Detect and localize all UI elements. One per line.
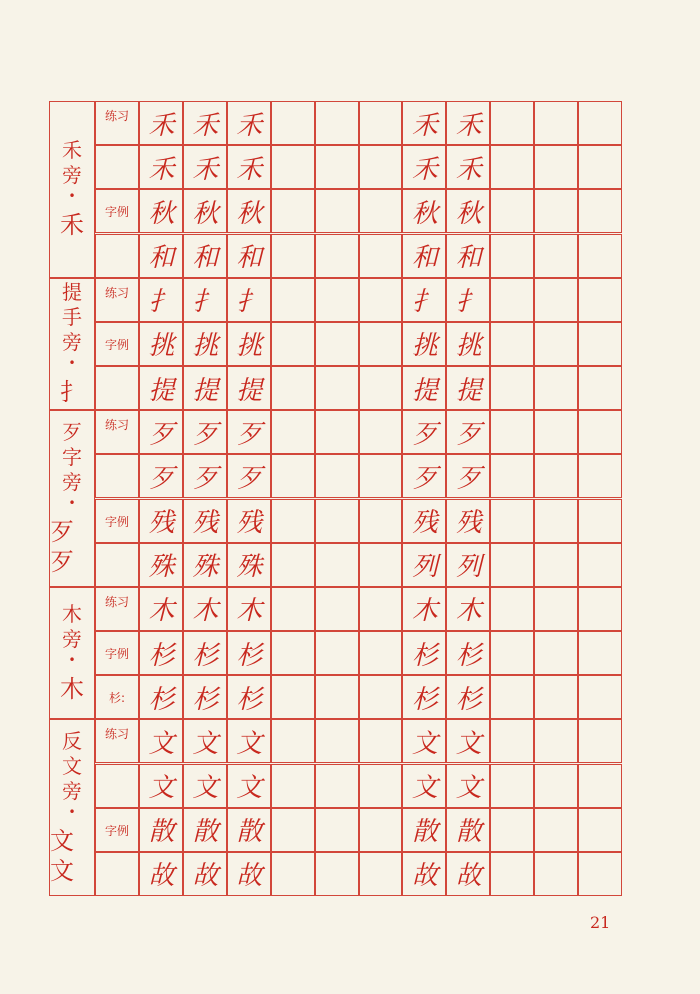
practice-character: 残 [411,508,437,539]
practice-character: 歹 [192,419,218,450]
practice-cell [534,543,578,587]
practice-character: 残 [455,508,481,539]
practice-cell [271,631,315,675]
row-tag: 字例 [104,823,129,838]
practice-character: 扌 [192,287,218,318]
practice-character: 秋 [455,198,481,229]
practice-cell [359,631,403,675]
practice-character: 禾 [192,154,218,185]
practice-cell [490,322,534,366]
practice-character: 杉 [411,640,437,671]
practice-cell [578,543,622,587]
practice-character: 故 [236,861,262,892]
row-tag: 字例 [104,337,129,352]
radical-glyph: 木 [60,675,84,704]
practice-character: 和 [192,243,218,274]
practice-cell [315,145,359,189]
practice-cell [359,587,403,631]
practice-character: 杉 [192,640,218,671]
practice-cell [359,454,403,498]
practice-character: 杉 [236,684,262,715]
practice-character: 提 [236,375,262,406]
practice-cell [315,543,359,587]
practice-cell [578,631,622,675]
practice-character: 和 [411,243,437,274]
practice-character: 秋 [236,198,262,229]
practice-cell [490,543,534,587]
row-tag: 字例 [104,205,129,220]
practice-character: 木 [148,596,174,627]
practice-cell [359,675,403,719]
practice-cell [490,719,534,763]
practice-cell [534,719,578,763]
practice-character: 散 [148,817,174,848]
practice-character: 故 [192,861,218,892]
practice-cell [490,852,534,896]
practice-cell [534,808,578,852]
practice-character: 提 [148,375,174,406]
practice-cell [578,234,622,278]
practice-cell [534,852,578,896]
practice-cell [359,543,403,587]
practice-character: 扌 [236,287,262,318]
practice-cell [359,808,403,852]
practice-character: 和 [236,243,262,274]
practice-character: 扌 [455,287,481,318]
practice-character: 文 [192,773,218,804]
practice-cell [490,764,534,808]
practice-cell [578,145,622,189]
practice-cell [578,189,622,233]
practice-character: 散 [236,817,262,848]
radical-line: 提 [62,280,82,305]
practice-cell [271,278,315,322]
practice-cell [490,454,534,498]
practice-character: 文 [236,728,262,759]
practice-cell [534,278,578,322]
practice-character: 挑 [148,331,174,362]
radical-glyph: 扌 [60,378,84,407]
practice-cell [490,410,534,454]
practice-cell [578,454,622,498]
practice-cell [534,764,578,808]
practice-character: 文 [411,773,437,804]
practice-cell [315,719,359,763]
practice-cell [578,852,622,896]
practice-cell [534,234,578,278]
practice-character: 歹 [148,419,174,450]
practice-character: 木 [236,596,262,627]
practice-cell [271,852,315,896]
practice-cell [534,454,578,498]
practice-cell [578,322,622,366]
practice-character: 秋 [411,198,437,229]
practice-cell [359,852,403,896]
practice-cell [315,278,359,322]
practice-character: 木 [192,596,218,627]
practice-cell [359,234,403,278]
practice-cell [578,808,622,852]
radical-line: 歹 [62,419,82,444]
practice-character: 提 [192,375,218,406]
practice-cell [359,499,403,543]
tag-cell [95,764,139,808]
practice-cell [271,410,315,454]
practice-character: 歹 [455,419,481,450]
radical-line: 旁 [62,627,82,652]
practice-character: 禾 [148,154,174,185]
practice-character: 文 [236,773,262,804]
practice-character: 歹 [236,463,262,494]
practice-character: 殊 [236,552,262,583]
practice-cell [315,234,359,278]
practice-character: 杉 [455,684,481,715]
radical-line: 手 [62,305,82,330]
practice-character: 挑 [236,331,262,362]
radical-label-3 [49,587,95,720]
practice-cell [271,189,315,233]
practice-cell [271,543,315,587]
practice-cell [315,366,359,410]
practice-cell [359,322,403,366]
practice-character: 歹 [411,419,437,450]
practice-cell [534,366,578,410]
practice-cell [490,587,534,631]
practice-cell [359,145,403,189]
radical-label-1 [49,278,95,411]
practice-character: 残 [236,508,262,539]
practice-character: 散 [192,817,218,848]
practice-cell [315,499,359,543]
radical-line: 木 [62,602,82,627]
practice-cell [534,101,578,145]
practice-character: 杉 [192,684,218,715]
practice-cell [578,719,622,763]
practice-cell [534,631,578,675]
practice-cell [271,499,315,543]
radical-label-2 [49,410,95,587]
practice-character: 故 [411,861,437,892]
radical-label-0 [49,101,95,278]
practice-cell [271,764,315,808]
practice-cell [359,764,403,808]
practice-character: 禾 [455,154,481,185]
practice-character: 文 [192,728,218,759]
practice-character: 杉 [411,684,437,715]
practice-character: 故 [148,861,174,892]
practice-cell [359,410,403,454]
practice-cell [271,808,315,852]
radical-line: 禾 [62,138,82,163]
practice-cell [271,145,315,189]
practice-cell [271,675,315,719]
radical-label-4 [49,719,95,896]
practice-character: 故 [455,861,481,892]
practice-cell [534,675,578,719]
practice-cell [490,499,534,543]
practice-character: 散 [411,817,437,848]
practice-character: 禾 [455,110,481,141]
radical-line: 旁 [62,779,82,804]
practice-character: 禾 [411,110,437,141]
radical-line: • [68,495,76,510]
practice-cell [271,719,315,763]
practice-cell [315,322,359,366]
practice-character: 列 [411,552,437,583]
tag-cell [95,234,139,278]
practice-character: 殊 [192,552,218,583]
practice-cell [271,366,315,410]
practice-character: 残 [148,508,174,539]
practice-cell [315,410,359,454]
row-tag: 练习 [104,285,129,300]
practice-cell [271,587,315,631]
practice-character: 和 [455,243,481,274]
row-tag: 字例 [104,647,129,662]
row-tag: 练习 [104,727,129,742]
radical-line: 反 [62,729,82,754]
practice-cell [578,675,622,719]
row-tag: 练习 [104,418,129,433]
practice-character: 和 [148,243,174,274]
practice-character: 禾 [236,110,262,141]
practice-cell [359,719,403,763]
practice-cell [490,234,534,278]
row-tag: 字例 [104,514,129,529]
practice-cell [490,278,534,322]
radical-glyph: 歹歹 [50,517,74,576]
practice-cell [315,764,359,808]
practice-character: 提 [411,375,437,406]
practice-cell [578,587,622,631]
practice-character: 禾 [236,154,262,185]
practice-cell [315,808,359,852]
practice-character: 文 [148,773,174,804]
practice-character: 禾 [411,154,437,185]
practice-character: 散 [455,817,481,848]
practice-cell [490,189,534,233]
practice-character: 文 [411,728,437,759]
practice-character: 歹 [411,463,437,494]
practice-cell [578,278,622,322]
practice-character: 列 [455,552,481,583]
radical-glyph: 禾 [60,211,84,240]
practice-cell [315,852,359,896]
practice-cell [534,145,578,189]
practice-cell [578,410,622,454]
practice-cell [490,675,534,719]
radical-line: • [68,356,76,371]
practice-character: 提 [455,375,481,406]
practice-character: 杉 [455,640,481,671]
practice-character: 殊 [148,552,174,583]
radical-line: 旁 [62,330,82,355]
practice-character: 杉 [148,640,174,671]
practice-cell [490,101,534,145]
practice-character: 歹 [455,463,481,494]
practice-character: 杉 [148,684,174,715]
practice-character: 杉 [236,640,262,671]
practice-cell [578,499,622,543]
practice-character: 歹 [148,463,174,494]
practice-cell [315,631,359,675]
row-tag: 杉: [108,691,126,706]
practice-cell [315,101,359,145]
radical-line: • [68,653,76,668]
radical-line: 文 [62,754,82,779]
practice-cell [315,587,359,631]
practice-cell [359,189,403,233]
tag-cell [95,366,139,410]
practice-character: 禾 [192,110,218,141]
practice-cell [578,101,622,145]
radical-line: 字 [62,444,82,469]
practice-character: 秋 [192,198,218,229]
practice-cell [359,278,403,322]
practice-character: 歹 [192,463,218,494]
practice-cell [271,322,315,366]
practice-cell [534,189,578,233]
practice-character: 文 [148,728,174,759]
practice-character: 歹 [236,419,262,450]
practice-cell [578,366,622,410]
practice-cell [534,410,578,454]
practice-character: 文 [455,773,481,804]
practice-character: 禾 [148,110,174,141]
practice-character: 秋 [148,198,174,229]
radical-line: • [68,189,76,204]
row-tag: 练习 [104,109,129,123]
practice-character: 挑 [192,331,218,362]
tag-cell [95,543,139,587]
practice-character: 扌 [411,287,437,318]
radical-line: 旁 [62,163,82,188]
practice-cell [534,322,578,366]
practice-cell [534,587,578,631]
practice-cell [490,808,534,852]
practice-cell [271,234,315,278]
practice-cell [490,631,534,675]
practice-character: 木 [411,596,437,627]
practice-cell [578,764,622,808]
row-tag: 练习 [104,594,129,609]
practice-character: 文 [455,728,481,759]
practice-cell [359,366,403,410]
tag-cell [95,454,139,498]
page-number: 21 [590,913,611,932]
radical-line: • [68,805,76,820]
practice-character: 挑 [455,331,481,362]
practice-cell [534,499,578,543]
radical-glyph: 文文 [50,827,74,886]
practice-character: 残 [192,508,218,539]
practice-character: 木 [455,596,481,627]
practice-cell [359,101,403,145]
tag-cell [95,145,139,189]
practice-cell [315,675,359,719]
practice-cell [315,189,359,233]
practice-character: 扌 [148,287,174,318]
radical-line: 旁 [62,469,82,494]
practice-grid [49,101,622,896]
practice-cell [490,145,534,189]
practice-cell [271,454,315,498]
practice-cell [490,366,534,410]
tag-cell [95,852,139,896]
practice-cell [271,101,315,145]
practice-cell [315,454,359,498]
practice-character: 挑 [411,331,437,362]
